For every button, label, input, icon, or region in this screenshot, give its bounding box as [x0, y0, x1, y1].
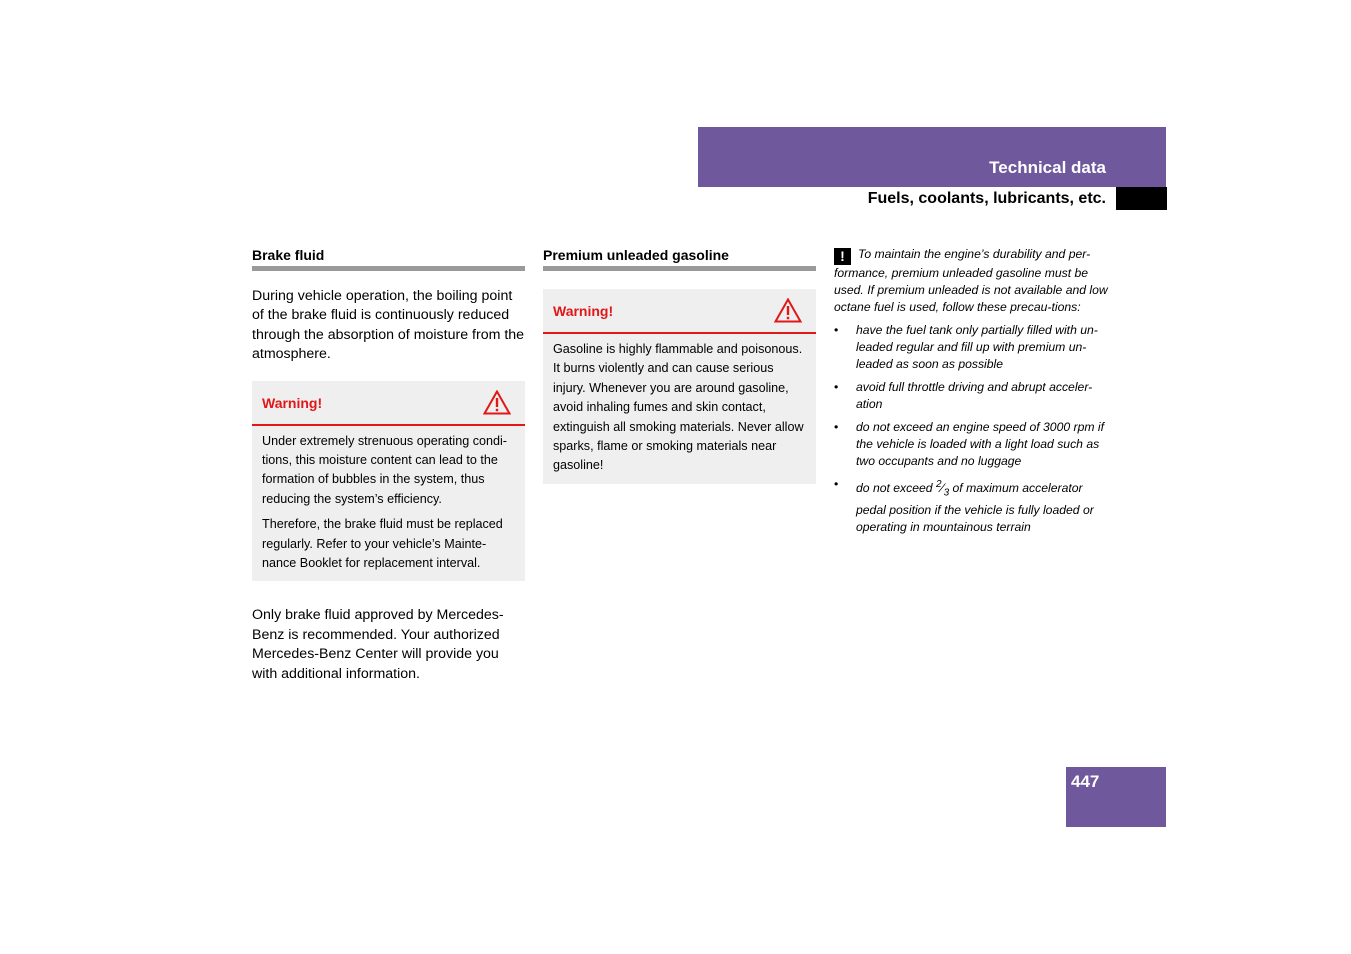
bullet-icon: • — [834, 420, 839, 434]
chapter-title: Technical data — [989, 158, 1106, 177]
bullet-icon: • — [834, 380, 839, 394]
warning-paragraph: Gasoline is highly flammable and poisonous. It burns violently and can cause serious injury. Whenever you are around gasoline, avoid inhaling fumes and skin contact, extinguish all smoking materials. Never allow sparks, flame or smoking materials near gasoline! — [553, 342, 804, 473]
list-item: • do not exceed $^2⁄_3$ of maximum accelerator pedal position if the vehicle is fully loaded or operating in mountainous terrain — [834, 477, 1094, 534]
precaution-list — [834, 322, 1110, 536]
exclamation-icon: ! — [834, 248, 851, 265]
brake-fluid-warning-box — [252, 381, 525, 582]
brake-fluid-closing: Only brake fluid approved by Mercedes-Benz is recommended. Your authorized Mercedes-Benz Center will provide you with additional information. — [252, 607, 504, 682]
gasoline-heading: Premium unleaded gasoline — [543, 246, 816, 271]
warning-triangle-icon — [483, 390, 511, 415]
brake-fluid-heading: Brake fluid — [252, 246, 525, 271]
list-item: • have the fuel tank only partially filled with un-leaded regular and fill up with premium un-leaded as soon as possible — [834, 323, 1098, 371]
warning-label: Warning! — [553, 303, 614, 319]
engine-note — [834, 246, 1110, 316]
warning-body — [543, 334, 816, 484]
brake-fluid-column — [252, 246, 525, 684]
warning-header — [252, 381, 525, 426]
header-band — [698, 127, 1166, 187]
bullet-icon: • — [834, 477, 839, 491]
warning-header — [543, 289, 816, 334]
gasoline-warning-box — [543, 289, 816, 484]
note-text: To maintain the engine’s durability and per-formance, premium unleaded gasoline must be used. If premium unleaded is not available and low octane fuel is used, follow these precau-tions: — [834, 247, 1108, 314]
fraction: $^2⁄_3$ — [935, 479, 950, 499]
page-number: 447 — [1071, 772, 1100, 791]
list-item: • avoid full throttle driving and abrupt acceler-ation — [834, 380, 1093, 411]
warning-paragraph: Therefore, the brake fluid must be replaced regularly. Refer to your vehicle’s Mainte-nance Booklet for replacement interval. — [262, 517, 503, 571]
bullet-icon: • — [834, 323, 839, 337]
warning-paragraph: Under extremely strenuous operating condi-tions, this moisture content can lead to the formation of bubbles in the system, thus reducing the system’s efficiency. — [262, 433, 508, 506]
warning-triangle-icon — [774, 298, 802, 323]
gasoline-column — [543, 246, 816, 484]
engine-note-column — [834, 246, 1110, 542]
warning-label: Warning! — [262, 394, 323, 411]
section-subtitle: Fuels, coolants, lubricants, etc. — [867, 190, 1106, 207]
brake-fluid-intro: During vehicle operation, the boiling point of the brake fluid is continuously reduced through the absorption of moisture from the atmosphere. — [252, 288, 525, 363]
warning-body — [252, 426, 525, 582]
header-tab-marker — [1116, 187, 1167, 210]
list-item: • do not exceed an engine speed of 3000 rpm if the vehicle is loaded with a light load such as two occupants and no luggage — [834, 420, 1104, 468]
